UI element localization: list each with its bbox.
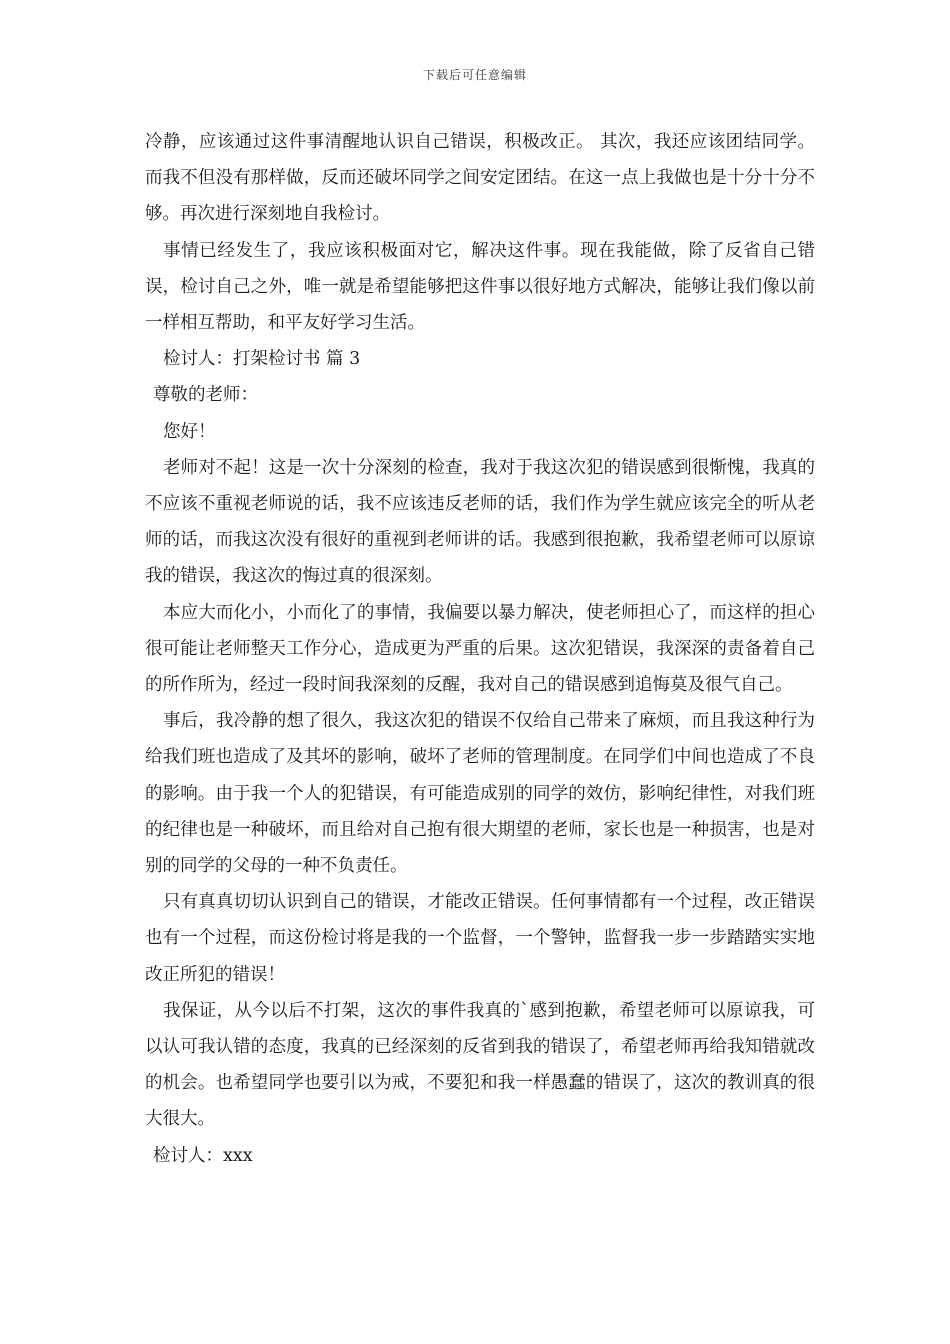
paragraph-7: 我保证，从今以后不打架，这次的事件我真的`感到抱歉，希望老师可以原谅我，可以认可我认错的态度，我真的已经深刻的反省到我的错误了，希望老师再给我知错就改的机会。也希望同学也要引以为戒，不要犯和我一样愚蠢的错误了，这次的教训真的很大很大。 [145, 1000, 815, 1130]
paragraph-2: 事情已经发生了，我应该积极面对它，解决这件事。现在我能做，除了反省自己错误，检讨自己之外，唯一就是希望能够把这件事以很好地方式解决，能够让我们像以前一样相互帮助，和平友好学习生活。 [145, 240, 815, 334]
page-header: 下载后可任意编辑 [422, 68, 527, 82]
signature-line-1: 检讨人：打架检讨书 篇 3 [163, 349, 361, 370]
paragraph-1: 冷静，应该通过这件事清醒地认识自己错误，积极改正。 其次，我还应该团结同学。而我不但没有那样做，反而还破坏同学之间安定团结。在这一点上我做也是十分十分不够。再次进行深刻地自我检讨。 [145, 132, 815, 225]
paragraph-3: 老师对不起！这是一次十分深刻的检查，我对于我这次犯的错误感到很惭愧，我真的不应该不重视老师说的话，我不应该违反老师的话，我们作为学生就应该完全的听从老师的话，而我这次没有很好的重视到老师讲的话。我感到很抱歉，我希望老师可以原谅我的错误，我这次的悔过真的很深刻。 [145, 457, 815, 587]
paragraph-6: 只有真真切切认识到自己的错误，才能改正错误。任何事情都有一个过程，改正错误也有一个过程，而这份检讨将是我的一个监督，一个警钟，监督我一步一步踏踏实实地改正所犯的错误！ [145, 892, 815, 985]
document-body [145, 124, 815, 1174]
greeting: 您好！ [163, 421, 216, 442]
paragraph-4: 本应大而化小，小而化了的事情，我偏要以暴力解决，使老师担心了，而这样的担心很可能让老师整天工作分心，造成更为严重的后果。这次犯错误，我深深的责备着自己的所作所为，经过一段时间我深刻的反醒，我对自己的错误感到追悔莫及很气自己。 [145, 602, 815, 696]
salutation: 尊敬的老师： [153, 385, 258, 406]
paragraph-5: 事后，我冷静的想了很久，我这次犯的错误不仅给自己带来了麻烦，而且我这种行为给我们班也造成了及其坏的影响，破坏了老师的管理制度。在同学们中间也造成了不良的影响。由于我一个人的犯错误，有可能造成别的同学的效仿，影响纪律性，对我们班的纪律也是一种破坏，而且给对自己抱有很大期望的老师，家长也是一种损害，也是对别的同学的父母的一种不负责任。 [145, 711, 815, 877]
signature-line-2: 检讨人：xxx [153, 1145, 253, 1166]
